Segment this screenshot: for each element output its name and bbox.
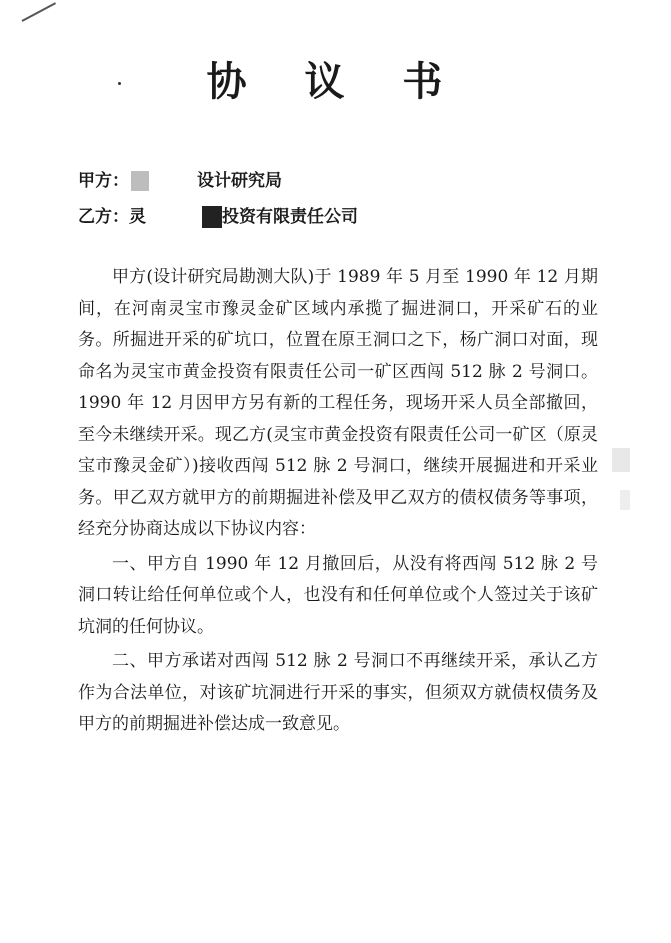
document-title: 协 议 书 (206, 59, 465, 105)
scan-artifact-mark (22, 2, 56, 22)
party-b-line (78, 202, 358, 228)
redaction-block (202, 206, 222, 228)
clause-1: 一、甲方自 1990 年 12 月撤回后，从没有将西闯 512 脉 2 号洞口转让给任何单位或个人，也没有和任何单位或个人签过关于该矿坑洞的任何协议。 (78, 553, 598, 637)
party-b-label: 乙方： (78, 207, 129, 227)
party-a-label: 甲方： (78, 171, 129, 191)
redaction-block (131, 171, 149, 191)
clause-2: 二、甲方承诺对西闯 512 脉 2 号洞口不再继续开采，承认乙方作为合法单位，对该矿坑洞进行开采的事实，但须双方就债权债务及甲方的前期掘进补偿达成一致意见。 (78, 651, 598, 734)
party-a-name: 设计研究局 (197, 171, 282, 191)
party-b-name: 投资有限责任公司 (222, 207, 358, 227)
intro-paragraph: 甲方(设计研究局勘测大队)于 1989 年 5 月至 1990 年 12 月期间，在河南灵宝市豫灵金矿区域内承揽了掘进洞口，开采矿石的业务。所掘进开采的矿坑口，位置在原王洞口之下，杨广洞口对面，现命名为灵宝市黄金投资有限责任公司一矿区西闯 512 脉 2 号洞口。1990 年 12 月因甲方另有新的工程任务，现场开采人员全部撤回，至今未继续开采。现乙方(灵宝市黄金投资有限责任公司一矿区（原灵宝市豫灵金矿）)接收西闯 512 脉 2 号洞口，继续开展掘进和开采业务。甲乙双方就甲方的前期掘进补偿及甲乙双方的债权债务等事项，经充分协商达成以下协议内容： (78, 267, 598, 539)
party-a-line (78, 166, 282, 191)
agreement-body (78, 262, 598, 741)
redaction-block (612, 448, 630, 472)
party-b-prefix: 灵 (129, 207, 146, 227)
redaction-block (620, 490, 630, 510)
